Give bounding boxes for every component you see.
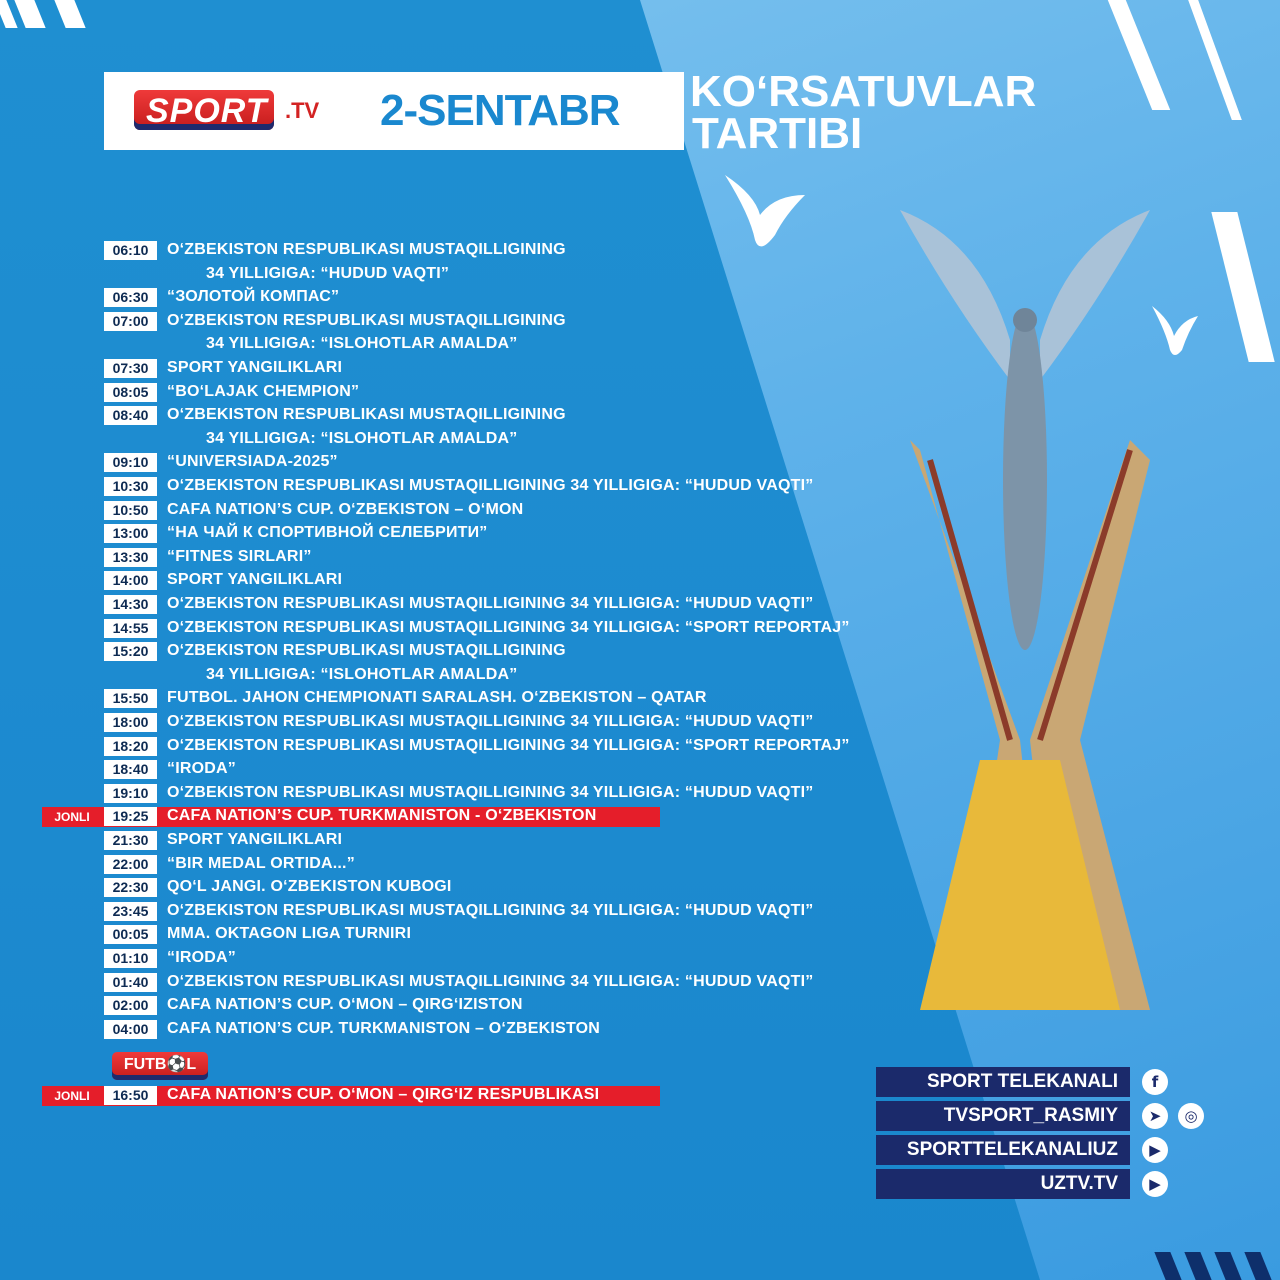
program-title: “UNIVERSIADA-2025” bbox=[167, 453, 338, 471]
program-title: O‘ZBEKISTON RESPUBLIKASI MUSTAQILLIGINING 34 YILLIGIGA: “HUDUD VAQTI” bbox=[167, 783, 814, 801]
schedule-date: 2-SENTABR bbox=[380, 86, 620, 135]
program-title: CAFA NATION’S CUP. TURKMANISTON – O‘ZBEKISTON bbox=[167, 1019, 601, 1037]
program-title: O‘ZBEKISTON RESPUBLIKASI MUSTAQILLIGINING 34 YILLIGIGA: “SPORT REPORTAJ” bbox=[167, 736, 850, 754]
program-title: O‘ZBEKISTON RESPUBLIKASI MUSTAQILLIGINING bbox=[167, 406, 566, 424]
program-title: O‘ZBEKISTON RESPUBLIKASI MUSTAQILLIGINING 34 YILLIGIGA: “HUDUD VAQTI” bbox=[167, 901, 814, 919]
program-time: 07:30 bbox=[104, 359, 157, 378]
program-title: O‘ZBEKISTON RESPUBLIKASI MUSTAQILLIGINING bbox=[167, 642, 566, 660]
program-title: CAFA NATION’S CUP. O‘ZBEKISTON – O‘MON bbox=[167, 500, 524, 518]
program-title: O‘ZBEKISTON RESPUBLIKASI MUSTAQILLIGINING 34 YILLIGIGA: “SPORT REPORTAJ” bbox=[167, 618, 850, 636]
program-time: 02:00 bbox=[104, 996, 157, 1015]
program-title: SPORT YANGILIKLARI bbox=[167, 571, 343, 589]
program-title-continuation: 34 YILLIGIGA: “ISLOHOTLAR AMALDA” bbox=[206, 429, 518, 447]
program-time: 14:30 bbox=[104, 595, 157, 614]
play-icon[interactable]: ▶ bbox=[1142, 1171, 1168, 1197]
program-time: 18:40 bbox=[104, 760, 157, 779]
program-title: O‘ZBEKISTON RESPUBLIKASI MUSTAQILLIGINING 34 YILLIGIGA: “HUDUD VAQTI” bbox=[167, 972, 814, 990]
program-title: O‘ZBEKISTON RESPUBLIKASI MUSTAQILLIGINING 34 YILLIGIGA: “HUDUD VAQTI” bbox=[167, 713, 814, 730]
program-time: 14:55 bbox=[104, 619, 157, 638]
dove-icon bbox=[715, 155, 810, 255]
telegram-icon[interactable]: ➤ bbox=[1142, 1103, 1168, 1129]
social-handle[interactable]: UZTV.TV bbox=[876, 1169, 1130, 1199]
program-title: FUTBOL. JAHON CHEMPIONATI SARALASH. O‘ZBEKISTON – QATAR bbox=[167, 689, 707, 707]
program-title-continuation: 34 YILLIGIGA: “ISLOHOTLAR AMALDA” bbox=[206, 335, 518, 353]
program-title: “BIR MEDAL ORTIDA...” bbox=[167, 854, 355, 872]
page-subtitle: TARTIBI bbox=[692, 109, 863, 158]
program-time: 23:45 bbox=[104, 902, 157, 921]
program-time: 16:50 bbox=[104, 1086, 157, 1105]
program-time: 06:30 bbox=[104, 288, 157, 307]
program-time: 22:30 bbox=[104, 878, 157, 897]
decor-stripe bbox=[54, 0, 85, 28]
program-title: “BO‘LAJAK CHEMPION” bbox=[167, 382, 360, 400]
program-title: O‘ZBEKISTON RESPUBLIKASI MUSTAQILLIGINING bbox=[167, 241, 566, 258]
program-title: “FITNES SIRLARI” bbox=[167, 547, 312, 565]
program-time: 10:30 bbox=[104, 477, 157, 496]
dove-icon bbox=[1148, 296, 1200, 360]
facebook-icon[interactable]: f bbox=[1142, 1069, 1168, 1095]
youtube-icon[interactable]: ▶ bbox=[1142, 1137, 1168, 1163]
program-title: MMA. OKTAGON LIGA TURNIRI bbox=[167, 925, 412, 943]
program-title: O‘ZBEKISTON RESPUBLIKASI MUSTAQILLIGINING 34 YILLIGIGA: “HUDUD VAQTI” bbox=[167, 595, 814, 612]
social-handle[interactable]: TVSPORT_RASMIY bbox=[876, 1101, 1130, 1131]
live-badge: JONLI bbox=[54, 810, 90, 825]
program-time: 19:25 bbox=[104, 807, 157, 826]
program-title: CAFA NATION’S CUP. O‘MON – QIRG‘IZISTON bbox=[167, 996, 523, 1014]
program-time: 01:10 bbox=[104, 949, 157, 968]
page-title: KO‘RSATUVLAR bbox=[690, 67, 1037, 116]
program-title-continuation: 34 YILLIGIGA: “ISLOHOTLAR AMALDA” bbox=[206, 665, 518, 683]
program-time: 21:30 bbox=[104, 831, 157, 850]
program-title: “НА ЧАЙ К СПОРТИВНОЙ СЕЛЕБРИТИ” bbox=[167, 524, 488, 542]
program-title: CAFA NATION’S CUP. TURKMANISTON - O‘ZBEKISTON bbox=[167, 807, 597, 825]
program-time: 19:10 bbox=[104, 784, 157, 803]
program-title: O‘ZBEKISTON RESPUBLIKASI MUSTAQILLIGINING 34 YILLIGIGA: “HUDUD VAQTI” bbox=[167, 477, 814, 494]
monument-illustration bbox=[860, 180, 1190, 1010]
program-time: 14:00 bbox=[104, 571, 157, 590]
program-title: SPORT YANGILIKLARI bbox=[167, 831, 343, 848]
program-time: 13:00 bbox=[104, 524, 157, 543]
logo-suffix: .TV bbox=[285, 98, 320, 123]
program-title: CAFA NATION’S CUP. O‘MON – QIRG‘IZ RESPUBLIKASI bbox=[167, 1086, 600, 1103]
program-title: QO‘L JANGI. O‘ZBEKISTON KUBOGI bbox=[167, 878, 452, 896]
program-time: 13:30 bbox=[104, 548, 157, 567]
program-time: 18:00 bbox=[104, 713, 157, 732]
program-time: 04:00 bbox=[104, 1020, 157, 1039]
program-time: 08:40 bbox=[104, 406, 157, 425]
program-title: “IRODA” bbox=[167, 760, 236, 778]
instagram-icon[interactable]: ◎ bbox=[1178, 1103, 1204, 1129]
program-time: 06:10 bbox=[104, 241, 157, 260]
program-time: 08:05 bbox=[104, 383, 157, 402]
decor-stripe bbox=[14, 0, 45, 28]
decor-stripe bbox=[0, 0, 18, 28]
live-badge: JONLI bbox=[54, 1089, 90, 1103]
program-title-continuation: 34 YILLIGIGA: “HUDUD VAQTI” bbox=[206, 264, 450, 282]
program-title: SPORT YANGILIKLARI bbox=[167, 359, 343, 376]
program-title: “ЗОЛОТОЙ КОМПАС” bbox=[167, 288, 340, 306]
program-time: 15:20 bbox=[104, 642, 157, 661]
program-time: 18:20 bbox=[104, 737, 157, 756]
social-handle[interactable]: SPORT TELEKANALI bbox=[876, 1067, 1130, 1097]
program-time: 07:00 bbox=[104, 312, 157, 331]
logo-text: SPORT bbox=[146, 92, 268, 130]
program-title: “IRODA” bbox=[167, 949, 236, 966]
social-handle[interactable]: SPORTTELEKANALIUZ bbox=[876, 1135, 1130, 1165]
program-time: 22:00 bbox=[104, 855, 157, 874]
program-time: 10:50 bbox=[104, 501, 157, 520]
program-time: 15:50 bbox=[104, 689, 157, 708]
program-time: 09:10 bbox=[104, 453, 157, 472]
program-title: O‘ZBEKISTON RESPUBLIKASI MUSTAQILLIGINING bbox=[167, 311, 566, 329]
futbol-badge: FUTB⚽L bbox=[112, 1052, 208, 1080]
program-time: 01:40 bbox=[104, 973, 157, 992]
program-time: 00:05 bbox=[104, 925, 157, 944]
